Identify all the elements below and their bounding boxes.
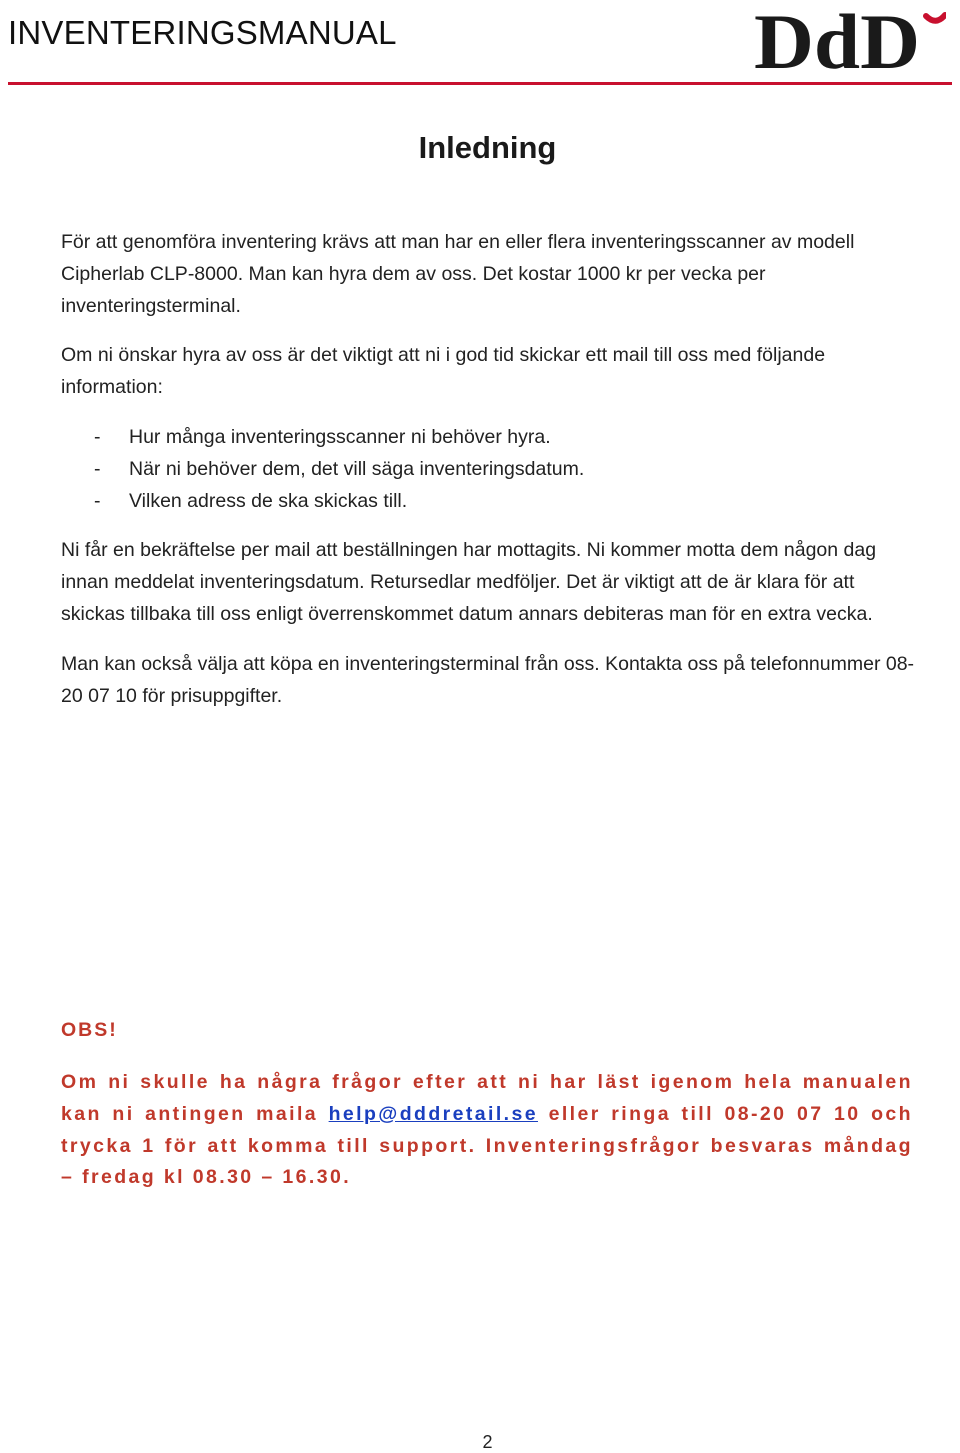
- logo-accent-icon: [926, 15, 945, 21]
- logo-text: DdD: [754, 0, 920, 72]
- paragraph-request: Om ni önskar hyra av oss är det viktigt att ni i god tid skickar ett mail till oss med följande information:: [61, 344, 826, 399]
- ddd-logo: [754, 0, 946, 72]
- paragraph-rental: För att genomföra inventering krävs att man har en eller flera inventeringsscanner av modell Cipherlab CLP-8000. Man kan hyra dem av oss. Det kostar 1000 kr per vecka per inventeringsterminal.: [61, 231, 855, 317]
- list-item-text: Vilken adress de ska skickas till.: [129, 489, 408, 512]
- page-number: 2: [482, 1432, 493, 1452]
- obs-text-after: eller ringa till 08-20 07 10 och trycka 1 för att komma till support. Inventeringsfrågor besvaras måndag – fredag kl 08.30 – 16.30.: [61, 1102, 913, 1189]
- obs-label: OBS!: [61, 1019, 118, 1041]
- paragraph-confirmation: Ni får en bekräftelse per mail att beställningen har mottagits. Ni kommer motta dem någon dag innan meddelat inventeringsdatum. Retursedlar medföljer. Det är viktigt att de är klara för att skickas tillbaka till oss enligt överrenskommet datum annars debiteras man för en extra vecka.: [61, 539, 877, 625]
- document-header-title: INVENTERINGSMANUAL: [8, 14, 397, 51]
- obs-text-before: Om ni skulle ha några frågor efter att ni har läst igenom hela manualen kan ni antingen maila: [61, 1071, 913, 1125]
- header-rule: [8, 82, 952, 85]
- list-item-text: Hur många inventeringsscanner ni behöver hyra.: [129, 425, 551, 448]
- paragraph-purchase: Man kan också välja att köpa en inventeringsterminal från oss. Kontakta oss på telefonnummer 08-20 07 10 för prisuppgifter.: [61, 652, 915, 707]
- body-text: [61, 227, 916, 730]
- support-email-link[interactable]: help@dddretail.se: [328, 1102, 538, 1125]
- list-item-text: När ni behöver dem, det vill säga inventeringsdatum.: [129, 457, 585, 480]
- list-item: [61, 486, 916, 518]
- list-dash: -: [94, 425, 101, 448]
- list-item: [61, 422, 916, 454]
- info-list: [61, 422, 916, 517]
- section-heading: Inledning: [418, 130, 557, 165]
- list-item: [61, 454, 916, 486]
- obs-notice: [61, 1067, 913, 1194]
- list-dash: -: [94, 489, 101, 512]
- list-dash: -: [94, 457, 101, 480]
